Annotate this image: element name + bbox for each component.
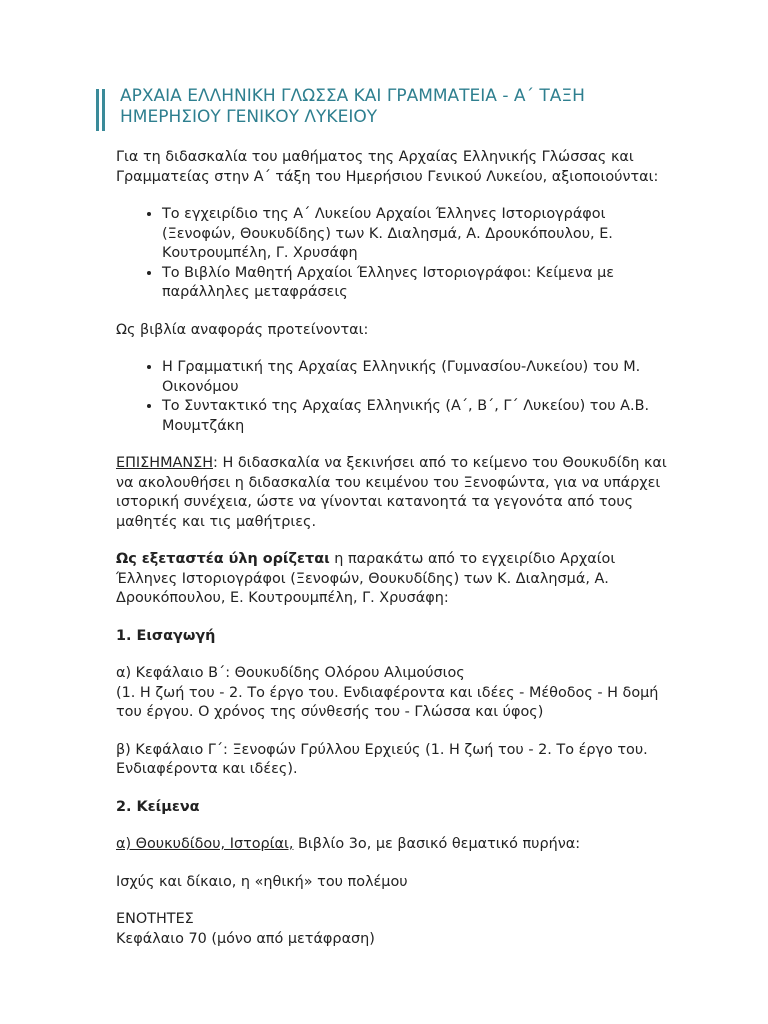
section-1-item-b: β) Κεφάλαιο Γ΄: Ξενοφών Γρύλλου Ερχιεύς (1. Η ζωή του - 2. Το έργο του. Ενδιαφέροντα και ιδέες).: [116, 741, 648, 777]
document-title-block: [96, 86, 696, 128]
theme-paragraph: Ισχύς και δίκαιο, η «ηθική» του πολέμου: [116, 873, 408, 890]
textbook-list: [116, 205, 676, 303]
notice-label: ΕΠΙΣΗΜΑΝΣΗ: [116, 455, 214, 471]
reference-intro: Ως βιβλία αναφοράς προτείνονται:: [116, 321, 369, 338]
section-1-heading: 1. Εισαγωγή: [116, 627, 216, 644]
list-item: • Η Γραμματική της Αρχαίας Ελληνικής (Γυμνασίου-Λυκείου) του Μ. Οικονόμου: [162, 358, 676, 397]
list-item: • Το εγχειρίδιο της Α΄ Λυκείου Αρχαίοι Έλληνες Ιστοριογράφοι (Ξενοφών, Θουκυδίδης) των Κ. Διαλησμά, Α. Δρουκόπουλου, Ε. Κουτρουμπέλη, Γ. Χρυσάφη: [162, 205, 676, 264]
chapter-line: Κεφάλαιο 70 (μόνο από μετάφραση): [116, 930, 375, 947]
syllabus-paragraph: [116, 550, 676, 609]
document-title: [96, 86, 696, 128]
item-a-label: α) Θουκυδίδου, Ιστορίαι,: [116, 836, 294, 852]
section-2-item-a: [116, 835, 676, 855]
notice-text: : Η διδασκαλία να ξεκινήσει από το κείμενο του Θουκυδίδη και να ακολουθήσει η διδασκαλία του κειμένου του Ξενοφώντα, για να υπάρχει ιστορική συνέχεια, ώστε να γίνονται κατανοητά τα γεγονότα από τους μαθητές και τις μαθήτριες.: [116, 455, 667, 530]
item-a-line-1: α) Κεφάλαιο Β΄: Θουκυδίδης Ολόρου Αλιμούσιος: [116, 665, 465, 681]
section-1-item-a: [116, 664, 676, 723]
syllabus-text: η παρακάτω από το εγχειρίδιο Αρχαίοι Έλληνες Ιστοριογράφοι (Ξενοφών, Θουκυδίδης) των Κ. Διαλησμά, Α. Δρουκόπουλου, Ε. Κουτρουμπέλη, Γ. Χρυσάφη:: [116, 551, 616, 606]
title-line-1: ΑΡΧΑΙΑ ΕΛΛΗΝΙΚΗ ΓΛΩΣΣΑ ΚΑΙ ΓΡΑΜΜΑΤΕΙΑ - Α΄ ΤΑΞΗ: [120, 86, 585, 106]
section-2-heading: 2. Κείμενα: [116, 798, 200, 815]
item-a-line-2: (1. Η ζωή του - 2. Το έργο του. Ενδιαφέροντα και ιδέες - Μέθοδος - Η δομή του έργου. Ο χρόνος της σύνθεσής του - Γλώσσα και ύφος): [116, 684, 659, 720]
list-item: • Το Βιβλίο Μαθητή Αρχαίοι Έλληνες Ιστοριογράφοι: Κείμενα με παράλληλες μεταφράσεις: [162, 264, 676, 303]
notice-paragraph: [116, 454, 676, 532]
reference-book-list: [116, 358, 676, 436]
list-item: • Το Συντακτικό της Αρχαίας Ελληνικής (Α΄, Β΄, Γ΄ Λυκείου) του Α.Β. Μουμτζάκη: [162, 397, 676, 436]
intro-paragraph: Για τη διδασκαλία του μαθήματος της Αρχαίας Ελληνικής Γλώσσας και Γραμματείας στην Α΄ τάξη του Ημερήσιου Γενικού Λυκείου, αξιοποιούνται:: [116, 149, 659, 185]
units-label: ΕΝΟΤΗΤΕΣ: [116, 911, 194, 927]
syllabus-bold: Ως εξεταστέα ύλη ορίζεται: [116, 551, 330, 567]
document-body: [116, 148, 676, 967]
title-accent-bars: [96, 89, 108, 131]
units-paragraph: [116, 910, 676, 949]
title-line-2: ΗΜΕΡΗΣΙΟΥ ΓΕΝΙΚΟΥ ΛΥΚΕΙΟΥ: [120, 107, 378, 127]
item-a-text: Βιβλίο 3ο, με βασικό θεματικό πυρήνα:: [293, 836, 581, 852]
